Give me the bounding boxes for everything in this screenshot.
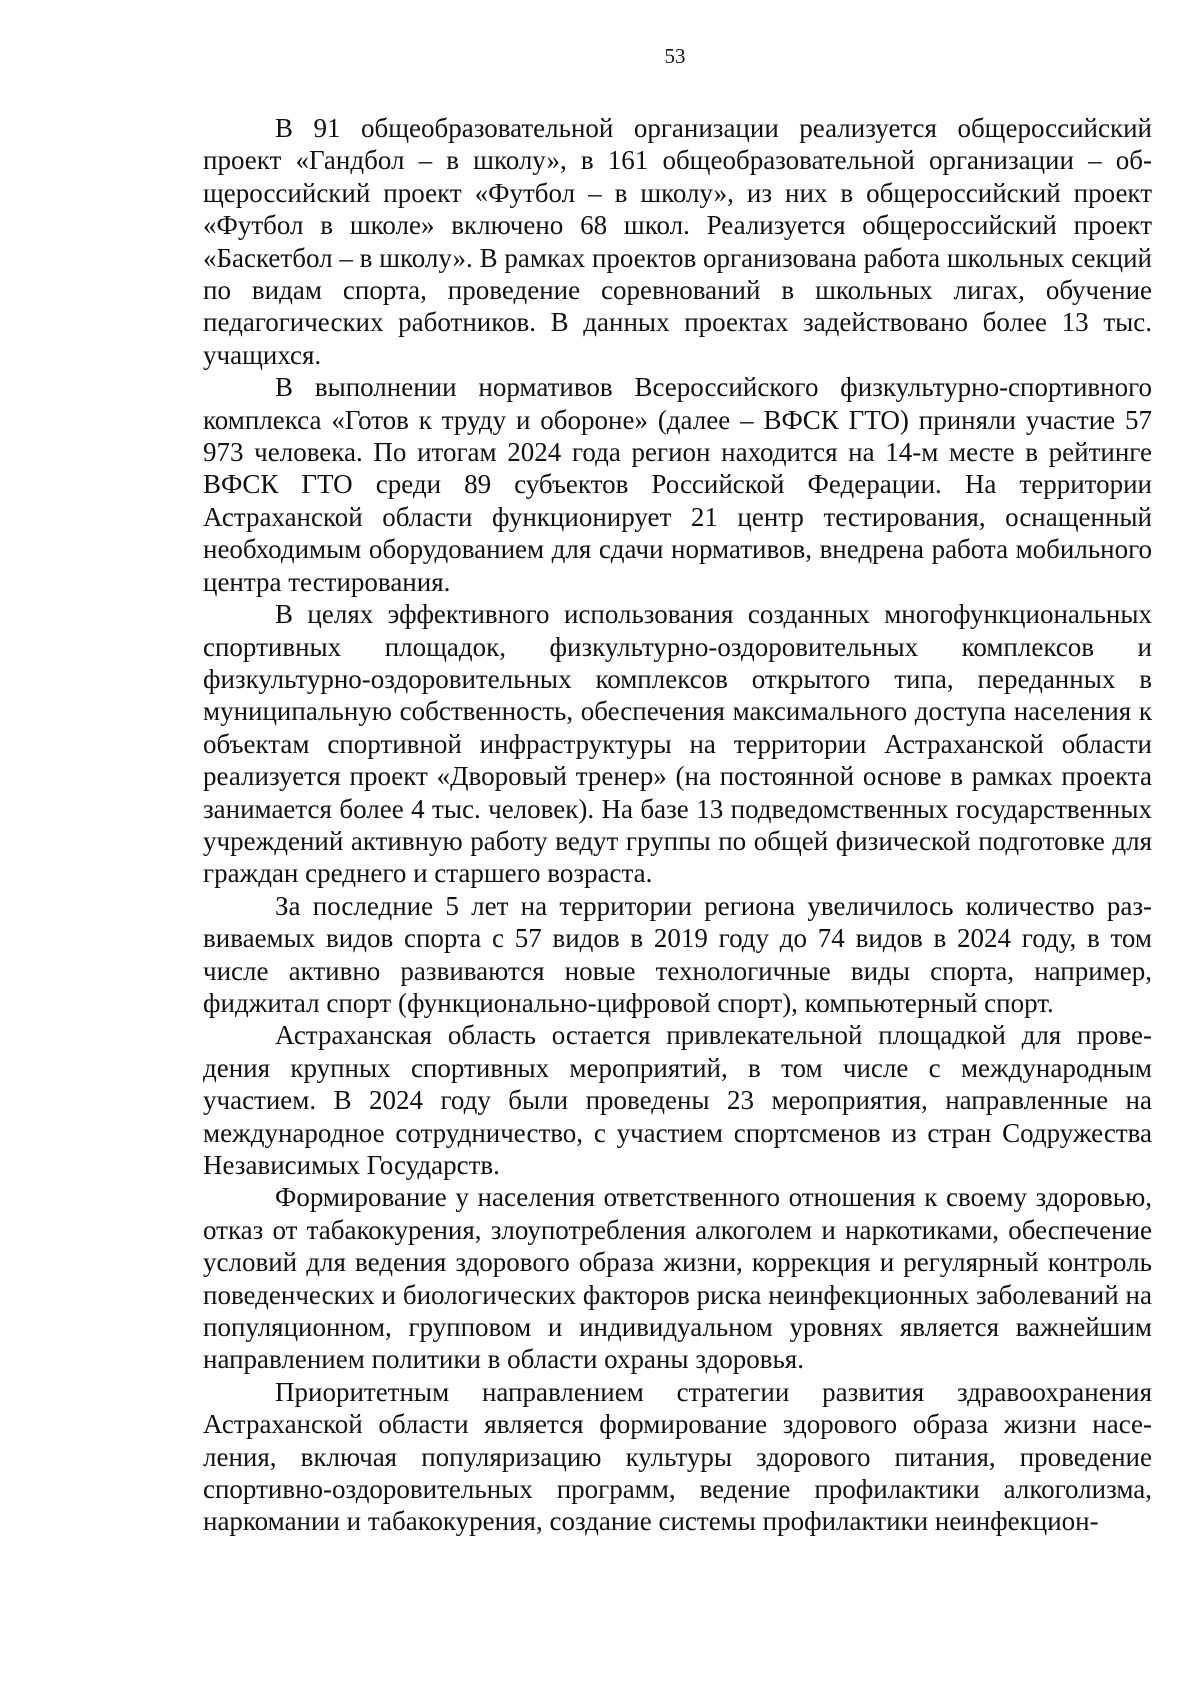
paragraph-yard-coach-project: В целях эффективного использования созданных многофункциональных спортивных площадок, физкультурно-оздоровительных комплексов и физкультурно-оздоровительных комплексов открытого типа, переданных в муниципальную собственность, обеспечения максимального доступа населения к объектам спортивной инфраструктуры на территории Астраханской области реализуется проект «Дворовый тренер» (на постоянной основе в рамках проекта занимается более 4 тыс. человек). На базе 13 подведомственных государственных учреждений активную работу ведут группы по общей физической подготовке для граждан среднего и старшего возраста.	[203, 599, 1152, 889]
paragraph-sports-development: За последние 5 лет на территории региона увеличилось количество развиваемых видов спорта с 57 видов в 2019 году до 74 видов в 2024 году, в том числе активно развиваются новые технологичные виды спорта, например, фиджитал спорт (функционально-цифровой спорт), компьютерный спорт.	[203, 890, 1152, 1018]
paragraph-international-events: Астраханская область остается привлекательной площадкой для проведения крупных спортивных мероприятий, в том числе с международным участием. В 2024 году были проведены 23 мероприятия, направленные на международное сотрудничество, с участием спортсменов из стран Содружества Независимых Государств.	[203, 1020, 1152, 1180]
paragraph-healthy-attitude: Формирование у населения ответственного отношения к своему здоровью, отказ от табакокурения, злоупотребления алкоголем и наркотиками, обеспечение условий для ведения здорового образа жизни, коррекция и регулярный контроль поведенческих и биологических факторов риска неинфекционных заболеваний на популяционном, групповом и индивидуальном уровнях является важнейшим направлением политики в области охраны здоровья.	[203, 1182, 1152, 1375]
page-number: 53	[664, 44, 686, 68]
paragraph-healthcare-strategy: Приоритетным направлением стратегии развития здравоохранения Астраханской области является формирование здорового образа жизни населения, включая популяризацию культуры здорового питания, проведение спортивно-оздоровительных программ, ведение профилактики алкоголизма, наркомании и табакокурения, создание системы профилактики неинфекцион-	[203, 1376, 1152, 1537]
document-body	[203, 112, 1152, 1538]
paragraph-school-sports-projects: В 91 общеобразовательной организации реализуется общероссийский проект «Гандбол – в школу», в 161 общеобразовательной организации – общероссийский проект «Футбол – в школу», из них в общероссийский проект «Футбол в школе» включено 68 школ. Реализуется общероссийский проект «Баскетбол – в школу». В рамках проектов организована работа школьных секций по видам спорта, проведение соревнований в школьных лигах, обучение педагогических работников. В данных проектах задействовано более 13 тыс. учащихся.	[203, 113, 1152, 370]
paragraph-gto-standards: В выполнении нормативов Всероссийского физкультурно-спортивного комплекса «Готов к труду и обороне» (далее – ВФСК ГТО) приняли участие 57 973 человека. По итогам 2024 года регион находится на 14-м месте в рейтинге ВФСК ГТО среди 89 субъектов Российской Федерации. На территории Астраханской области функционирует 21 центр тестирования, оснащенный необходимым оборудованием для сдачи нормативов, внедрена работа мобильного центра тестирования.	[203, 372, 1152, 597]
